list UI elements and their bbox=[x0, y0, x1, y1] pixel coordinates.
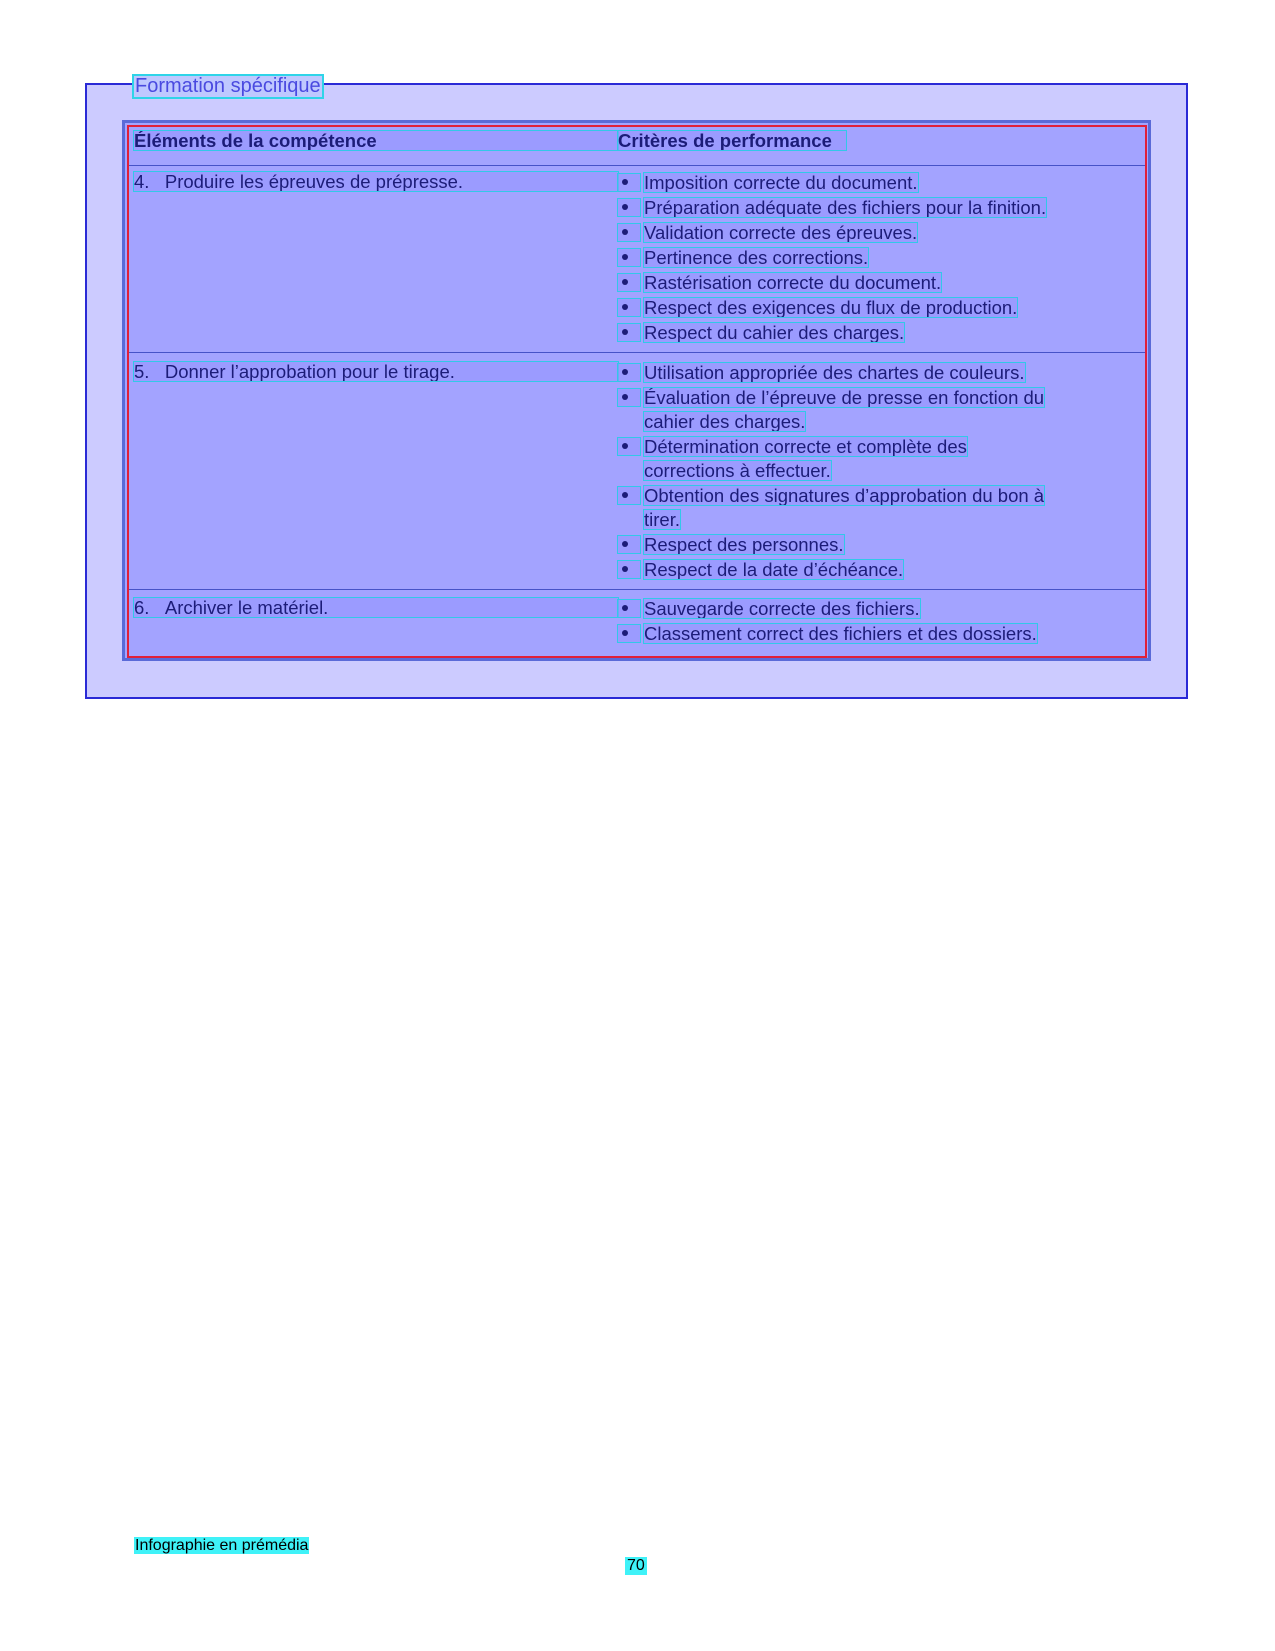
footer-program-name: Infographie en prémédia bbox=[135, 1537, 309, 1554]
criterion-5-1: Utilisation appropriée des chartes de couleurs. bbox=[644, 362, 1025, 383]
bullet-icon bbox=[618, 249, 640, 266]
row-divider bbox=[129, 352, 1145, 353]
criterion-5-3-line1: Détermination correcte et complète des bbox=[644, 436, 967, 457]
element-6-text: 6. Archiver le matériel. bbox=[134, 598, 618, 617]
criterion-5-3-line2: corrections à effectuer. bbox=[644, 460, 831, 481]
bullet-icon bbox=[618, 174, 640, 191]
bullet-icon bbox=[618, 224, 640, 241]
bullet-icon bbox=[618, 625, 640, 642]
criterion-5-2-line2: cahier des charges. bbox=[644, 411, 806, 432]
criterion-5-2-line1: Évaluation de l’épreuve de presse en fonction du bbox=[644, 387, 1045, 408]
column-header-criteria: Critères de performance bbox=[618, 131, 846, 150]
bullet-icon bbox=[618, 274, 640, 291]
bullet-icon bbox=[618, 536, 640, 553]
criterion-4-4: Pertinence des corrections. bbox=[644, 247, 869, 268]
criterion-4-7: Respect du cahier des charges. bbox=[644, 322, 905, 343]
criterion-5-4-line1: Obtention des signatures d’approbation du bon à bbox=[644, 485, 1045, 506]
bullet-icon bbox=[618, 299, 640, 316]
criterion-4-2: Préparation adéquate des fichiers pour la finition. bbox=[644, 197, 1047, 218]
bullet-icon bbox=[618, 389, 640, 406]
competence-table bbox=[127, 125, 1147, 658]
element-4-text: 4. Produire les épreuves de prépresse. bbox=[134, 172, 618, 191]
row-divider bbox=[129, 589, 1145, 590]
element-5-text: 5. Donner l’approbation pour le tirage. bbox=[134, 362, 618, 381]
bullet-icon bbox=[618, 487, 640, 504]
column-header-elements: Éléments de la compétence bbox=[134, 131, 618, 150]
bullet-icon bbox=[618, 199, 640, 216]
bullet-icon bbox=[618, 324, 640, 341]
criterion-4-6: Respect des exigences du flux de production. bbox=[644, 297, 1018, 318]
criterion-5-6: Respect de la date d’échéance. bbox=[644, 559, 904, 580]
page-number: 70 bbox=[627, 1557, 645, 1574]
criterion-5-5: Respect des personnes. bbox=[644, 534, 844, 555]
bullet-icon bbox=[618, 438, 640, 455]
section-title: Formation spécifique bbox=[135, 75, 321, 97]
criterion-5-4-line2: tirer. bbox=[644, 509, 680, 530]
bullet-icon bbox=[618, 364, 640, 381]
header-divider bbox=[129, 165, 1145, 166]
criterion-6-1: Sauvegarde correcte des fichiers. bbox=[644, 598, 920, 619]
bullet-icon bbox=[618, 561, 640, 578]
criterion-4-3: Validation correcte des épreuves. bbox=[644, 222, 918, 243]
criterion-4-5: Rastérisation correcte du document. bbox=[644, 272, 942, 293]
criterion-4-1: Imposition correcte du document. bbox=[644, 172, 918, 193]
criterion-6-2: Classement correct des fichiers et des dossiers. bbox=[644, 623, 1037, 644]
bullet-icon bbox=[618, 600, 640, 617]
